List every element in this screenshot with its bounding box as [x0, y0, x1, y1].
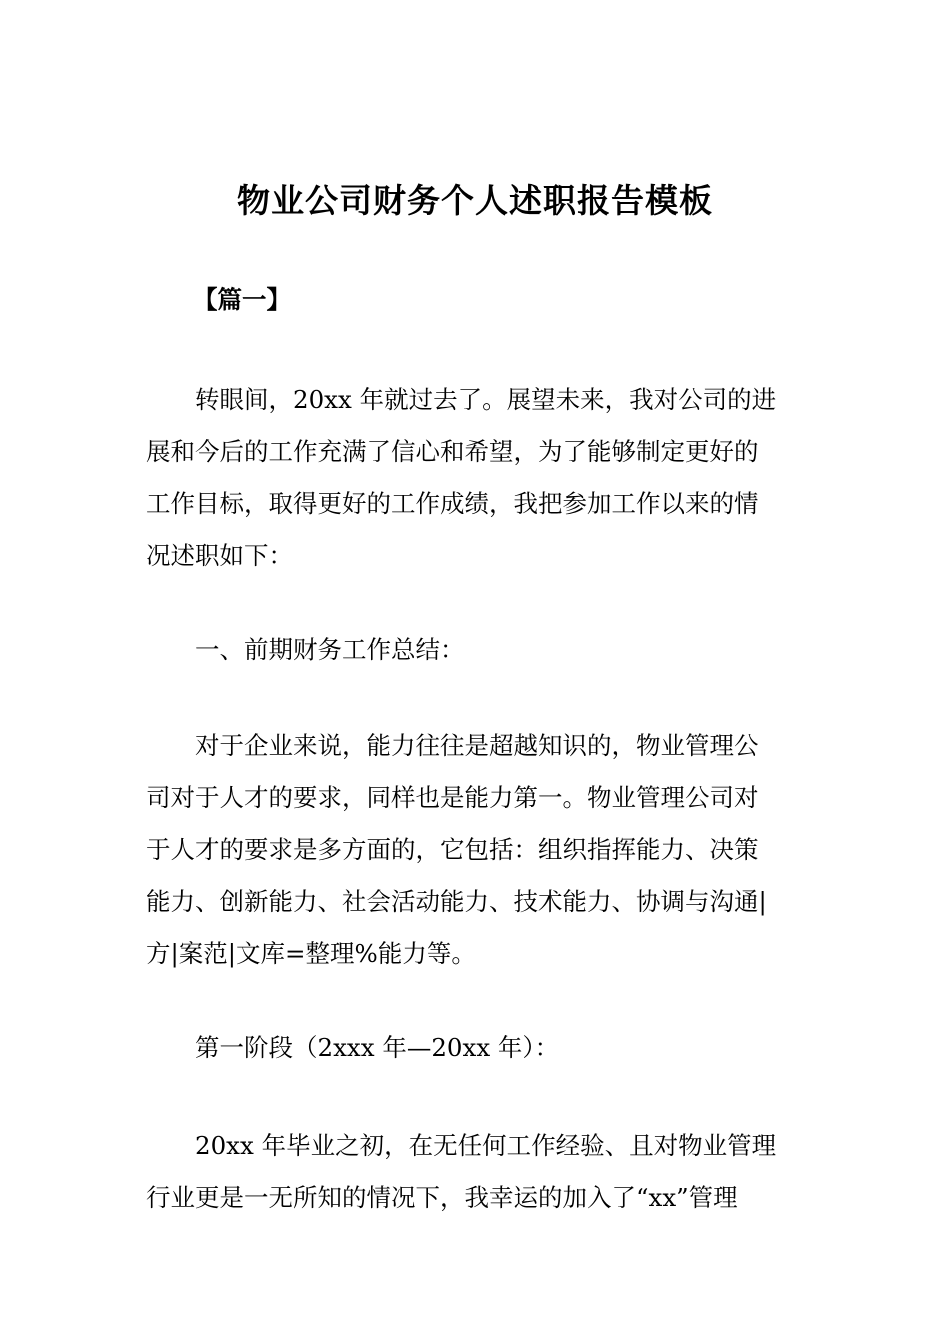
paragraph-line: 于人才的要求是多方面的，它包括：组织指挥能力、决策: [146, 835, 759, 864]
paragraph-line: 方|案范|文库=整理%能力等。: [146, 939, 476, 968]
paragraph-line: 行业更是一无所知的情况下，我幸运的加入了“xx”管理: [146, 1183, 738, 1212]
paragraph-ability: [146, 720, 806, 980]
paragraph-line: 一、前期财务工作总结：: [195, 635, 465, 664]
paragraph-line: 司对于人才的要求，同样也是能力第一。物业管理公司对: [146, 783, 759, 812]
paragraph-line: 况述职如下：: [146, 541, 293, 570]
paragraph-line: 对于企业来说，能力往往是超越知识的，物业管理公: [195, 731, 759, 760]
paragraph-line: 20xx 年毕业之初，在无任何工作经验、且对物业管理: [195, 1131, 777, 1160]
paragraph-stage-1: [146, 1120, 806, 1224]
paragraph-line: 能力、创新能力、社会活动能力、技术能力、协调与沟通|: [146, 887, 767, 916]
section-heading-1: [146, 624, 806, 676]
paragraph-intro: [146, 374, 806, 582]
paragraph-line: 工作目标，取得更好的工作成绩，我把参加工作以来的情: [146, 489, 759, 518]
paragraph-line: 展和今后的工作充满了信心和希望，为了能够制定更好的: [146, 437, 759, 466]
paragraph-line: 转眼间，20xx 年就过去了。展望未来，我对公司的进: [195, 385, 777, 414]
document-title: 物业公司财务个人述职报告模板: [237, 181, 713, 220]
section-heading-stage-1: [146, 1022, 806, 1074]
paragraph-line: 第一阶段（2xxx 年—20xx 年）：: [195, 1033, 560, 1062]
part-label: 【篇一】: [193, 285, 291, 314]
